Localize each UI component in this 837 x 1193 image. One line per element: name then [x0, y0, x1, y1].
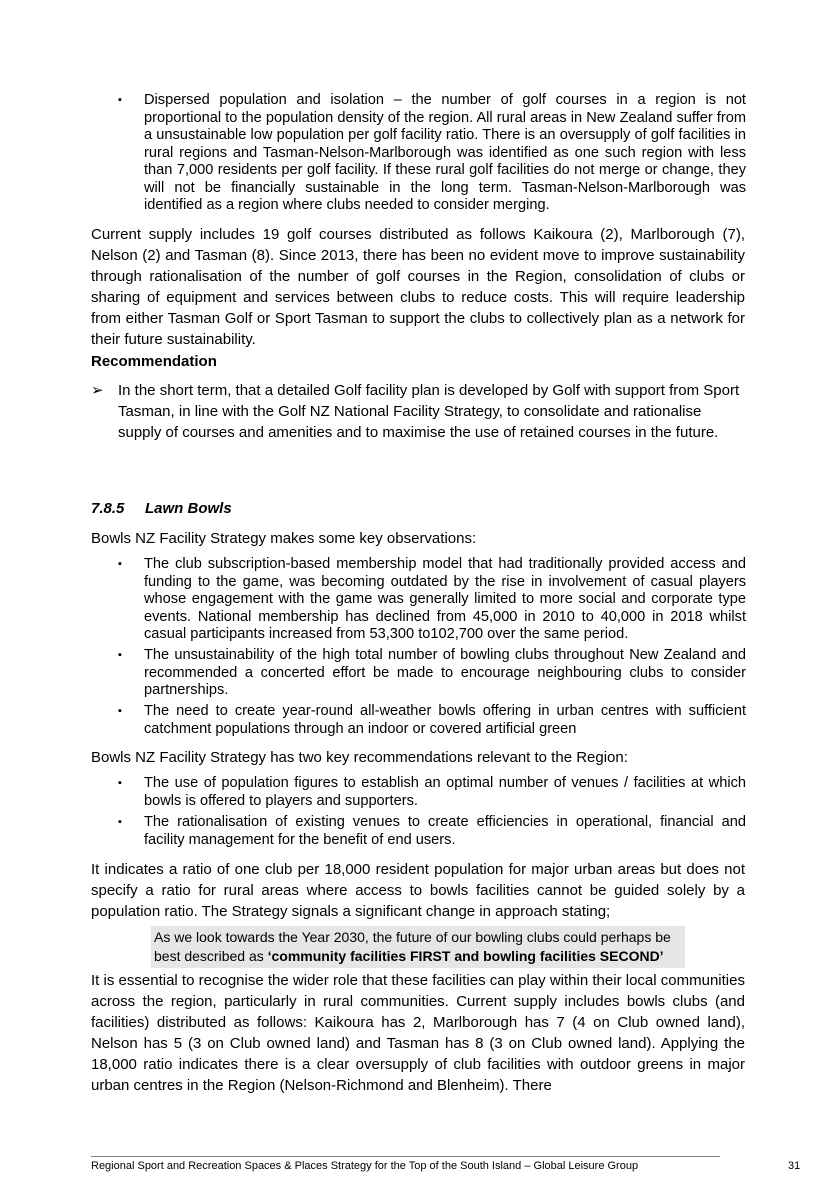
- footer-divider: [91, 1156, 720, 1157]
- section-number: 7.8.5: [91, 500, 125, 517]
- quote-text: As we look towards the Year 2030, the future of our bowling clubs could perhaps be best described as: [154, 929, 671, 964]
- golf-bullet-item: [118, 92, 746, 215]
- bowls-supply-paragraph: It is essential to recognise the wider role that these facilities can play within their local communities across the region, particularly in rural communities. Current supply includes bowls clubs (and facilities) distributed as follows: Kaikoura has 2, Marlborough has 7 (4 on Club owned land), Nelson has 5 (3 on Club owned land) and Tasman has 8 (3 on Club owned land). Applying the 18,000 ratio indicates there is a clear oversupply of club facilities with outdoor greens in major urban centres in the Region (Nelson-Richmond and Blenheim). There: [91, 972, 745, 1094]
- square-bullet-icon: ▪: [118, 777, 122, 789]
- golf-recommendation-text: In the short term, that a detailed Golf facility plan is developed by Golf with support from Sport Tasman, in line with the Golf NZ National Facility Strategy, to consolidate and rationalise supply of courses and amenities and to maximise the use of retained courses in the future.: [118, 382, 740, 441]
- bowls-recommendation-text: The use of population figures to establish an optimal number of venues / facilities at which bowls is offered to players and supporters.: [144, 775, 746, 809]
- golf-bullet-text: Dispersed population and isolation – the number of golf courses in a region is not proportional to the population density of the region. All rural areas in New Zealand suffer from a unsustainable low population per golf facility ratio. There is an oversupply of golf facilities in rural regions and Tasman-Nelson-Marlborough was identified as one such region with less than 7,000 residents per golf facility. If these rural golf facilities do not merge or change, they will not be financially sustainable in the long term. Tasman-Nelson-Marlborough was identified as a region where clubs needed to consider merging.: [144, 92, 746, 213]
- recommendation-heading: Recommendation: [91, 353, 217, 370]
- bowls-observation-text: The need to create year-round all-weather bowls offering in urban centres with sufficient catchment populations through an indoor or covered artificial green: [144, 703, 746, 737]
- page-number: 31: [788, 1160, 801, 1172]
- square-bullet-icon: ▪: [118, 649, 122, 661]
- bowls-observation-text: The club subscription-based membership model that had traditionally provided access and funding to the game, was becoming outdated by the rise in involvement of casual players whose engagement with the game was generally limited to more social and corporate type events. National membership has declined from 45,000 in 2010 to 40,000 in 2018 whilst casual participants increased from 53,300 to102,700 over the same period.: [144, 556, 746, 642]
- bowls-recommendations-intro: Bowls NZ Facility Strategy has two key recommendations relevant to the Region:: [91, 749, 628, 766]
- bowls-recommendation-text: The rationalisation of existing venues to create efficiencies in operational, financial and facility management for the benefit of end users.: [144, 814, 746, 848]
- strategy-quote: [151, 926, 685, 968]
- footer-text: Regional Sport and Recreation Spaces & Places Strategy for the Top of the South Island – Global Leisure Group: [91, 1160, 639, 1172]
- golf-current-supply-paragraph: Current supply includes 19 golf courses distributed as follows Kaikoura (2), Marlborough (7), Nelson (2) and Tasman (8). Since 2013, there has been no evident move to improve sustainability through rationalisation of the number of golf courses in the Region, consolidation of clubs or sharing of equipment and services between clubs to reduce costs. This will require leadership from either Tasman Golf or Sport Tasman to support the clubs to collectively plan as a network for their future sustainability.: [91, 226, 745, 348]
- bowls-recommendation-item: [118, 814, 746, 849]
- quote-bold-text: ‘community facilities FIRST and bowling facilities SECOND’: [267, 948, 664, 964]
- square-bullet-icon: ▪: [118, 558, 122, 570]
- bowls-recommendation-item: [118, 775, 746, 810]
- square-bullet-icon: ▪: [118, 816, 122, 828]
- bowls-intro-paragraph: Bowls NZ Facility Strategy makes some key observations:: [91, 530, 477, 547]
- bowls-observation-item: [118, 703, 746, 738]
- bowls-ratio-paragraph: It indicates a ratio of one club per 18,000 resident population for major urban areas but does not specify a ratio for rural areas where access to bowls facilities cannot be guided solely by a population ratio. The Strategy signals a significant change in approach stating;: [91, 861, 745, 920]
- bowls-observation-text: The unsustainability of the high total number of bowling clubs throughout New Zealand and recommended a concerted effort be made to encourage neighbouring clubs to consider partnerships.: [144, 647, 746, 698]
- section-title: Lawn Bowls: [145, 500, 232, 517]
- bowls-observation-item: [118, 647, 746, 700]
- square-bullet-icon: ▪: [118, 94, 122, 106]
- arrow-bullet-icon: ➢: [91, 382, 104, 399]
- square-bullet-icon: ▪: [118, 705, 122, 717]
- golf-recommendation-item: [91, 380, 745, 443]
- bowls-observation-item: [118, 556, 746, 644]
- section-heading-lawn-bowls: [91, 500, 232, 517]
